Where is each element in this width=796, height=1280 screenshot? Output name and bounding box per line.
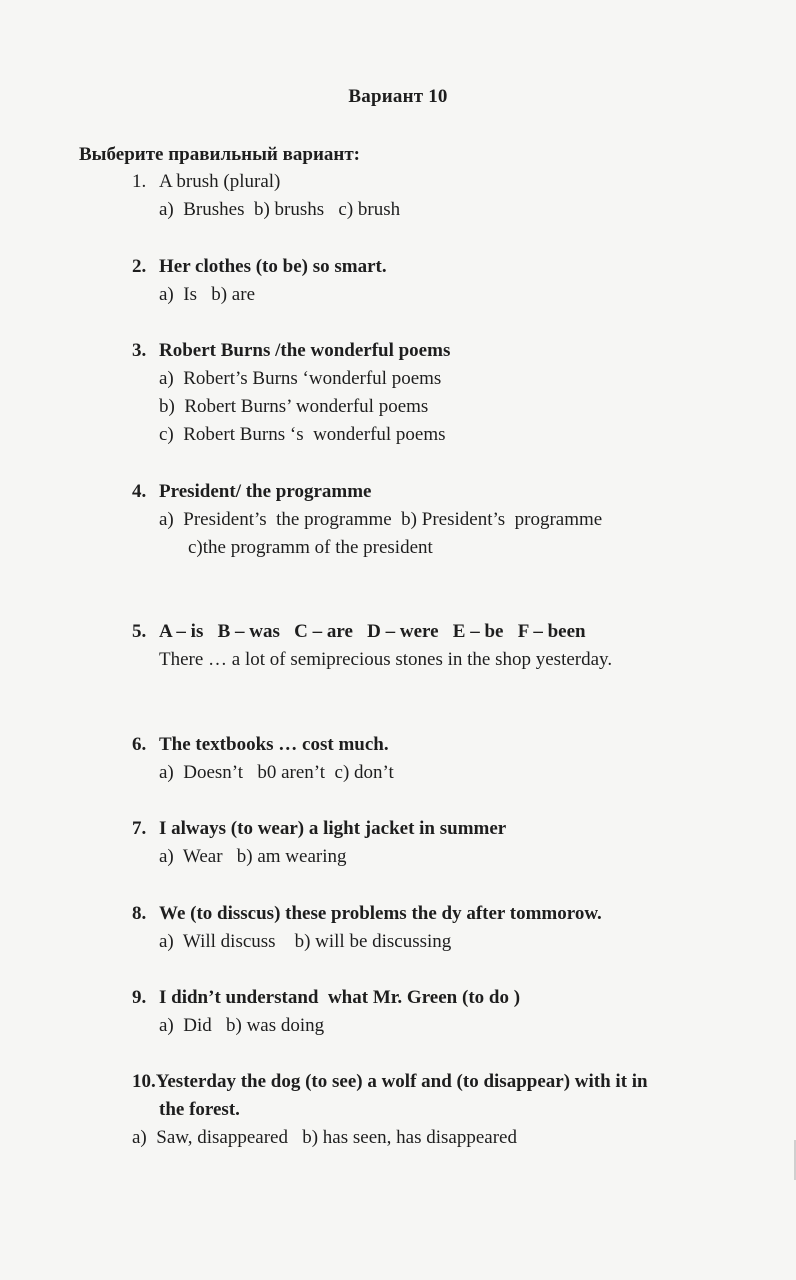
question-number: 7. xyxy=(132,818,147,839)
question-10-options: a) Saw, disappeared b) has seen, has disappeared xyxy=(132,1127,517,1148)
question-number: 9. xyxy=(132,987,147,1008)
question-4-options: a) President’s the programme b) President’s programme xyxy=(159,509,603,530)
variant-title: Вариант 10 xyxy=(348,86,448,107)
question-prompt: A – is B – was C – are D – were E – be F – been xyxy=(159,621,586,642)
question-10-prompt-continuation: the forest. xyxy=(159,1099,240,1120)
question-prompt: A brush (plural) xyxy=(159,171,281,192)
question-number: 4. xyxy=(132,481,147,502)
question-number: 5. xyxy=(132,621,147,642)
question-number: 8. xyxy=(132,903,147,924)
question-2 xyxy=(132,256,387,278)
question-3-option-c: c) Robert Burns ‘s wonderful poems xyxy=(159,424,446,445)
question-prompt: President/ the programme xyxy=(159,481,372,502)
question-5-sentence: There … a lot of semiprecious stones in the shop yesterday. xyxy=(159,649,613,670)
question-prompt: Yesterday the dog (to see) a wolf and (to disappear) with it in xyxy=(155,1071,648,1092)
question-1 xyxy=(132,171,280,193)
question-6-options: a) Doesn’t b0 aren’t c) don’t xyxy=(159,762,394,783)
question-6 xyxy=(132,734,389,756)
question-3-option-b: b) Robert Burns’ wonderful poems xyxy=(159,396,429,417)
question-4 xyxy=(132,481,371,503)
question-number: 6. xyxy=(132,734,147,755)
question-4-option-c: c)the programm of the president xyxy=(188,537,433,558)
question-number: 3. xyxy=(132,340,147,361)
question-7 xyxy=(132,818,506,840)
question-8-options: a) Will discuss b) will be discussing xyxy=(159,931,452,952)
question-number: 2. xyxy=(132,256,147,277)
question-9-options: a) Did b) was doing xyxy=(159,1015,325,1036)
instruction-heading: Выберите правильный вариант: xyxy=(79,144,361,165)
question-number: 10. xyxy=(132,1071,156,1092)
question-2-options: a) Is b) are xyxy=(159,284,256,305)
question-prompt: The textbooks … cost much. xyxy=(159,734,389,755)
question-prompt: Her clothes (to be) so smart. xyxy=(159,256,387,277)
question-prompt: I didn’t understand what Mr. Green (to do ) xyxy=(159,987,521,1008)
question-3-option-a: a) Robert’s Burns ‘wonderful poems xyxy=(159,368,442,389)
question-7-options: a) Wear b) am wearing xyxy=(159,846,347,867)
question-1-options: a) Brushes b) brushs c) brush xyxy=(159,199,401,220)
question-9 xyxy=(132,987,520,1009)
question-5 xyxy=(132,621,586,643)
question-8 xyxy=(132,903,602,925)
question-prompt: Robert Burns /the wonderful poems xyxy=(159,340,451,361)
question-prompt: We (to disscus) these problems the dy after tommorow. xyxy=(159,903,602,924)
question-prompt: I always (to wear) a light jacket in summer xyxy=(159,818,507,839)
question-3 xyxy=(132,340,450,362)
question-number: 1. xyxy=(132,171,147,192)
question-10 xyxy=(132,1071,648,1093)
